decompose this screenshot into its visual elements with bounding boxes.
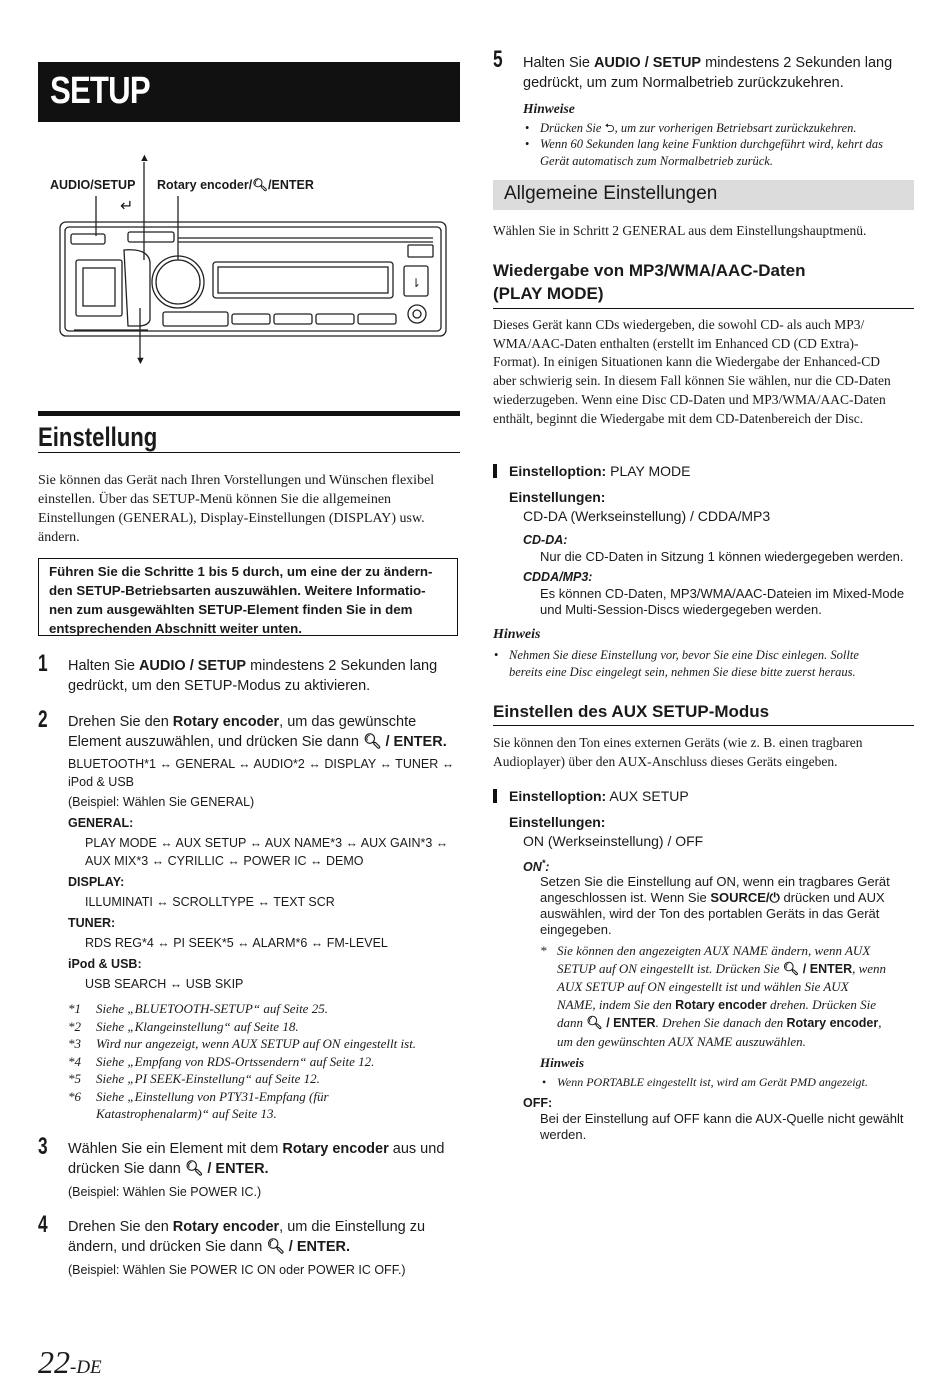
star-line: dann 🔍︎ / ENTER. Drehen Sie danach den Rotary encoder, [557,1015,882,1031]
section-heading-allgemein [493,180,914,210]
footnotes [68,1000,463,1123]
back-icon: ⮌ [604,121,615,135]
step-3-example: (Beispiel: Wählen Sie POWER IC.) [68,1185,262,1199]
step-2-details [68,755,463,993]
step-text: Wählen Sie ein Element mit dem [68,1141,283,1157]
menu-line: PLAY MODE ↔ AUX SETUP ↔ AUX NAME*3 ↔ AUX GAIN*3 ↔ [85,836,449,850]
page-number [38,1344,102,1381]
figure-label-rotary-text: Rotary encoder/ [157,178,253,192]
page-suffix: -DE [70,1357,102,1378]
step-text: Drehen Sie den [68,1219,173,1235]
playmode-heading-line1: Wiedergabe von MP3/WMA/AAC-Daten [493,261,806,280]
search-icon: 🔍︎ [184,1161,204,1177]
step-key: / ENTER. [284,1239,351,1255]
cdda-label: CD-DA: [523,533,568,547]
menu-heading [68,955,463,973]
step-text: Halten Sie [68,658,139,674]
menu-line: ILLUMINATI ↔ SCROLLTYPE ↔ TEXT SCR [85,895,335,909]
note-text: Wenn 60 Sekunden lang keine Funktion durchgeführt wird, kehrt das [540,137,883,151]
step-text: gedrückt, um den SETUP-Modus zu aktivieren. [68,678,371,694]
cdda-text: Nur die CD-Daten in Sitzung 1 können wiedergegeben werden. [540,549,904,564]
step-key: / ENTER [381,734,443,750]
menu-heading [68,914,463,932]
step-key: Rotary encoder [172,714,280,730]
step-number: 1 [38,650,48,677]
note-text: , um zur vorherigen Betriebsart zurückzukehren. [614,121,857,135]
step-number: 4 [38,1211,48,1238]
cddamp3-label: CDDA/MP3: [523,570,593,584]
note-text: Gerät automatisch zum Normalbetrieb zurück. [540,153,773,168]
playmode-option [509,462,691,480]
step-text: Halten Sie [523,55,594,71]
menu-line: RDS REG*4 ↔ PI SEEK*5 ↔ ALARM*6 ↔ FM-LEVEL [85,936,388,950]
instruction-box [38,558,458,636]
hinweis-heading: Hinweis [540,1055,585,1070]
option-value: PLAY MODE [606,463,691,479]
einstellung-heading: Einstellung [38,422,158,452]
menu-heading [68,814,463,832]
tuner-heading: TUNER: [68,916,116,930]
aux-settings-heading: Einstellungen: [509,814,606,830]
playmode-settings-value: CD-DA (Werkseinstellung) / CDDA/MP3 [523,508,771,524]
box-line: entsprechenden Abschnitt weiter unten. [49,621,302,636]
step-text: , um die Einstellung zu [279,1219,426,1235]
option-value: AUX SETUP [606,788,689,804]
figure-arrow-down: ▼ [135,355,146,367]
footnote: *2 Siehe „Klangeinstellung“ auf Seite 18. [68,1018,299,1034]
aux-text: Sie können den Ton eines externen Geräts (wie z. B. einen tragbaren Audioplayer) über den AUX-Anschluss dieses Geräts eingeben. [493,735,863,769]
page-number-value: 22 [38,1344,70,1380]
menu-line: AUX MIX*3 ↔ CYRILLIC ↔ POWER IC ↔ DEMO [85,854,364,868]
menu-heading [68,873,463,891]
note-bullet: • Wenn PORTABLE eingestellt ist, wird am Gerät PMD angezeigt. [557,1074,917,1091]
note-bullet [540,136,920,169]
step-text: . [442,734,447,750]
figure-label-audio-setup: AUDIO/SETUP [50,178,136,192]
section-banner [38,62,460,122]
general-heading: GENERAL: [68,816,134,830]
footnote: *1 Siehe „BLUETOOTH-SETUP“ auf Seite 25. [68,1001,328,1016]
star-note-body: Sie können den angezeigten AUX NAME ändern, wenn AUX SETUP auf ON eingestellt ist. Drücken Sie 🔍︎ / ENTER, wenn AUX SETUP auf ON eingestellt ist und wählen Sie AUX NAME, indem Sie den Rotary encoder drehen. Drücken Sie dann 🔍︎ / ENTER. Drehen Sie danach den Rotary encoder, um den gewünschten AUX NAME auszuwählen. [540,942,915,1051]
step-number: 2 [38,706,48,733]
on-text: Setzen Sie die Einstellung auf ON, wenn ein tragbares Gerät angeschlossen ist. Wenn Sie SOURCE/⏻ drücken und AUX auswählen, wird der Ton des portablen Geräts in das Gerät eingegeben. [540,874,915,938]
figure-arrow-up: ▲ [139,152,150,164]
option-marker [493,464,497,478]
step-5-title [523,53,918,93]
aux-heading: Einstellen des AUX SETUP-Modus [493,702,770,721]
footnote: Katastrophenalarm)“ auf Seite 13. [96,1106,277,1121]
off-label: OFF: [523,1096,553,1110]
einstellung-intro: Sie können das Gerät nach Ihren Vorstellungen und Wünschen flexibel einstellen. Über das SETUP-Menü können Sie die allgemeinen Einstellungen (GENERAL), Display-Einstellungen (DISPLAY) usw. ändern. [38,473,435,545]
example-line: (Beispiel: Wählen Sie GENERAL) [68,795,255,809]
note-bullet [540,120,920,137]
section-heading-einstellung [38,411,460,453]
box-line: nen zum ausgewählten SETUP-Element finden Sie in dem [49,602,413,617]
footnote: *4 Siehe „Empfang von RDS-Ortssendern“ auf Seite 12. [68,1053,375,1069]
on-label: ON*: [523,858,550,875]
back-icon: ↵ [120,198,134,215]
svg-text:⇂: ⇂ [411,276,422,290]
hinweis-heading: Hinweis [493,627,541,642]
step-3-title [68,1139,463,1179]
footnote: *5 Siehe „PI SEEK-Einstellung“ auf Seite 12. [68,1071,320,1086]
step-number: 5 [493,46,503,73]
playmode-text: Dieses Gerät kann CDs wiedergeben, die sowohl CD- als auch MP3/ WMA/AAC-Daten enthalten (erstellt im Enhanced CD (CD Extra)-Format). In einigen Situationen kann die Wiedergabe der Enhanced-CD aber schwierig sein. In diesem Fall können Sie wählen, nur die CD-Daten wiederzugeben. Wenn eine Disc CD-Daten und MP3/WMA/AAC-Daten enthält, beginnt die Wiedergabe mit dem CD-Datenbereich der Disc. [493,317,891,426]
note-text: Drücken Sie [540,121,605,135]
step-text: drücken Sie dann [68,1161,185,1177]
sequence-line: BLUETOOTH*1 ↔ GENERAL ↔ AUDIO*2 ↔ DISPLAY ↔ TUNER ↔ [68,757,455,771]
device-figure [38,150,460,375]
banner-title: SETUP [50,70,150,112]
aux-option [509,787,689,805]
footnote: *3 Wird nur angezeigt, wenn AUX SETUP auf ON eingestellt ist. [68,1036,417,1051]
step-number: 3 [38,1133,48,1160]
power-icon: ⏻ [769,890,780,905]
step-text: mindestens 2 Sekunden lang [701,55,893,71]
star-line: SETUP auf ON eingestellt ist. Drücken Sie 🔍︎ / ENTER, wenn [557,960,887,976]
display-heading: DISPLAY: [68,875,125,889]
heading-rule [38,452,460,453]
step-1-title [68,656,463,696]
search-icon: 🔍︎ [782,960,800,976]
sequence-line: iPod & USB [68,775,135,789]
step-key: AUDIO / SETUP [593,55,702,71]
step-text: mindestens 2 Sekunden lang [246,658,438,674]
step-key: / ENTER. [203,1161,269,1177]
option-marker [493,789,497,803]
playmode-settings-heading: Einstellungen: [509,489,606,505]
step-key: Rotary encoder [282,1141,389,1157]
figure-label-enter-text: /ENTER [268,178,314,192]
footnote: *6 Siehe „Einstellung von PTY31-Empfang (für [68,1088,329,1104]
step-key: Rotary encoder [172,1219,280,1235]
box-line: Führen Sie die Schritte 1 bis 5 durch, um eine der zu ändern- [49,564,433,579]
star-key: * [540,943,547,958]
step-key: AUDIO / SETUP [138,658,247,674]
note-bullet: • Nehmen Sie diese Einstellung vor, bevor Sie eine Disc einlegen. Sollte bereits eine Disc eingelegt sein, nehmen Sie diese bitte zuerst heraus. [509,647,914,680]
step-text: Drehen Sie den [68,714,173,730]
step-text: aus und [388,1141,445,1157]
step-text: Element auszuwählen, und drücken Sie dann [68,734,364,750]
search-icon: 🔍︎ [363,734,382,750]
step-2-title [68,712,463,752]
step-text: ändern, und drücken Sie dann [68,1239,267,1255]
step-text: , um das gewünschte [279,714,417,730]
playmode-heading [493,259,915,305]
off-text: Bei der Einstellung auf OFF kann die AUX-Quelle nicht gewählt werden. [540,1111,904,1142]
hinweise-heading: Hinweise [523,101,575,116]
box-line: den SETUP-Betriebsarten auszuwählen. Weitere Informatio- [49,583,426,598]
playmode-heading-line2: (PLAY MODE) [493,284,604,303]
ipod-heading: iPod & USB: [68,957,142,971]
heading-rule [493,725,914,726]
aux-settings-value: ON (Werkseinstellung) / OFF [523,833,704,849]
option-label: Einstelloption: [509,788,607,804]
step-4-title [68,1217,463,1257]
step-4-example: (Beispiel: Wählen Sie POWER IC ON oder POWER IC OFF.) [68,1263,406,1277]
search-icon: 🔍︎ [252,178,269,192]
allgemein-heading: Allgemeine Einstellungen [504,183,718,204]
on-text-line: angeschlossen ist. Wenn Sie SOURCE/⏻ drücken und AUX [540,890,885,905]
aux-star-note [540,942,915,1051]
search-icon: 🔍︎ [266,1239,285,1255]
allgemein-text: Wählen Sie in Schritt 2 GENERAL aus dem Einstellungshauptmenü. [493,223,867,238]
heading-rule [493,308,914,309]
cddamp3-text: Es können CD-Daten, MP3/WMA/AAC-Dateien im Mixed-Mode und Multi-Session-Discs wiedergegeben werden. [540,586,905,617]
search-icon: 🔍︎ [586,1015,603,1031]
star-line: NAME, indem Sie den Rotary encoder drehen. Drücken Sie [557,996,877,1012]
device-drawing [38,150,460,375]
menu-line: USB SEARCH ↔ USB SKIP [85,977,244,991]
option-label: Einstelloption: [509,463,607,479]
step-text: gedrückt, um zum Normalbetrieb zurückzukehren. [523,75,844,91]
